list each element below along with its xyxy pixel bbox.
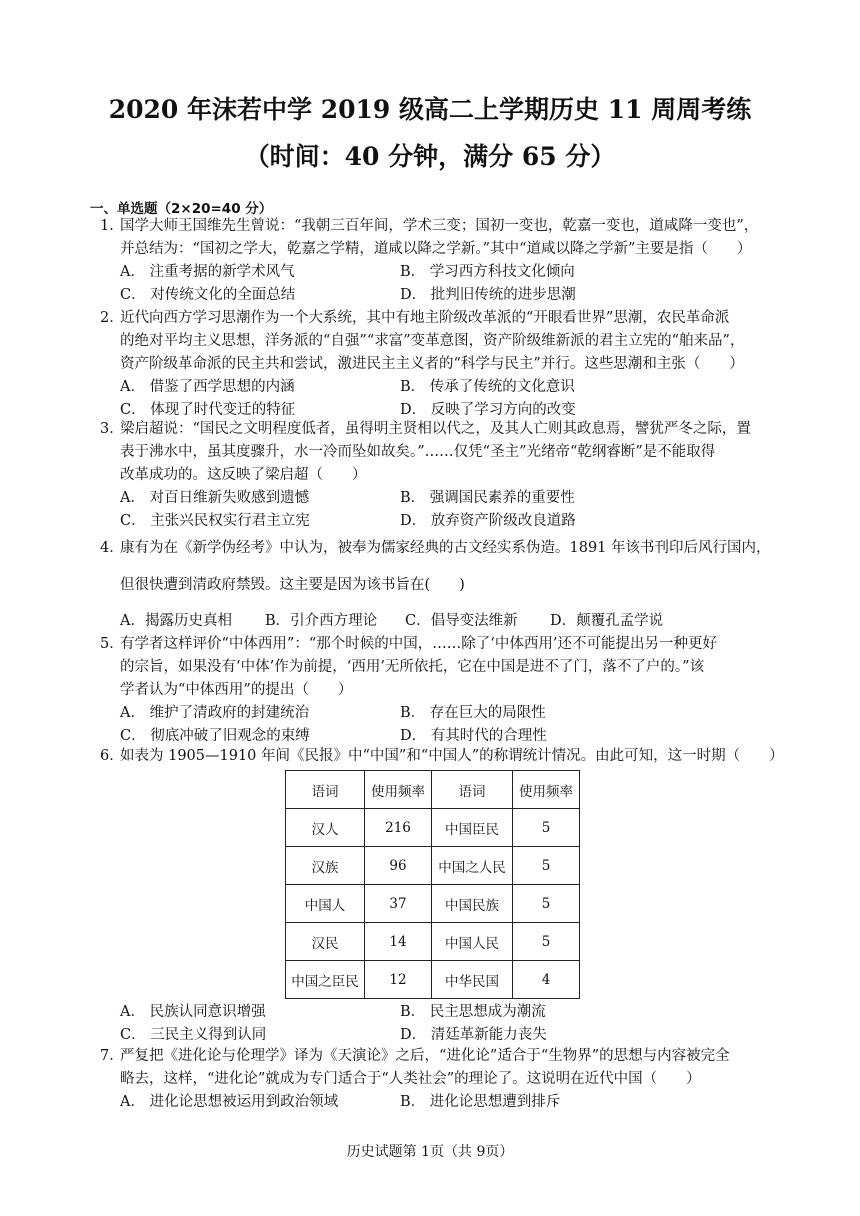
page-subtitle: （时间：40 分钟，满分 65 分） [244, 142, 616, 171]
question-7 [100, 1045, 790, 1114]
table-cell: 中国人 [286, 885, 365, 923]
table-cell: 中国臣民 [432, 809, 513, 847]
table-cell: 汉族 [286, 847, 365, 885]
question-text: 7．严复把《进化论与伦理学》译为《天演论》之后，“进化论”适合于“生物界”的思想与内容被完全 [100, 1045, 790, 1068]
table-row [286, 809, 580, 847]
option-c: C． 体现了时代变迁的特征 [120, 402, 296, 418]
table-cell: 中华民国 [432, 961, 513, 999]
table-cell: 12 [365, 961, 432, 999]
option-b: B． 强调国民素养的重要性 [400, 490, 575, 506]
page-footer: 历史试题第 1页（共 9页） [346, 1144, 514, 1160]
question-text: 6．如表为 1905—1910 年间《民报》中“中国”和“中国人”的称谓统计情况。由此可知，这一时期（ ） [100, 745, 790, 768]
table-header-cell: 使用频率 [513, 771, 580, 809]
question-text: 的宗旨，如果没有‘中体’作为前提，‘西用’无所依托，它在中国是进不了门，落不了户的。”该 [120, 659, 705, 675]
option-b: B． 民主思想成为潮流 [400, 1004, 546, 1020]
question-number: 5． [100, 636, 124, 652]
question-number: 2． [100, 310, 124, 326]
option-d: D． 放弃资产阶级改良道路 [400, 513, 576, 529]
table-cell: 216 [365, 809, 432, 847]
option-row [100, 376, 790, 399]
option-row [100, 702, 790, 725]
option-c: C． 彻底冲破了旧观念的束缚 [120, 728, 310, 744]
option-d: D． 清廷革新能力丧失 [400, 1027, 547, 1043]
option-row [100, 1091, 790, 1114]
table-cell: 中国人民 [432, 923, 513, 961]
question-number: 7． [100, 1048, 124, 1064]
question-number: 1． [100, 218, 124, 234]
question-text: 学者认为“中体西用”的提出（ ） [120, 682, 353, 698]
question-1 [100, 215, 790, 307]
question-text: 资产阶级革命派的民主共和尝试，激进民主主义者的“科学与民主”并行。这些思潮和主张（ ） [120, 356, 744, 372]
option-row [100, 510, 790, 533]
option-row [100, 1001, 790, 1024]
table-cell: 96 [365, 847, 432, 885]
question-6-options [100, 1001, 790, 1047]
option-c: C．倡导变法维新 [405, 613, 518, 629]
table-cell: 5 [513, 809, 580, 847]
question-4 [100, 537, 790, 633]
table-cell: 中国民族 [432, 885, 513, 923]
option-b: B． 学习西方科技文化倾向 [400, 264, 575, 280]
table-cell: 37 [365, 885, 432, 923]
table-row [286, 923, 580, 961]
option-b: B． 进化论思想遭到排斥 [400, 1094, 561, 1110]
option-d: D． 有其时代的合理性 [400, 728, 547, 744]
question-number: 4． [100, 540, 124, 556]
question-text: 略去，这样，“进化论”就成为专门适合于“人类社会”的理论了。这说明在近代中国（ ） [120, 1071, 701, 1087]
table-header-cell: 语词 [432, 771, 513, 809]
option-b: B．引介西方理论 [265, 613, 378, 629]
question-text: 3．梁启超说：“国民之文明程度低者，虽得明主贤相以代之，及其人亡则其政息焉，譬犹严冬之际，置 [100, 418, 790, 441]
option-d: D． 批判旧传统的进步思潮 [400, 287, 576, 303]
option-a: A． 对百日维新失败感到遗憾 [120, 490, 310, 506]
option-b: B． 存在巨大的局限性 [400, 705, 546, 721]
option-row [100, 261, 790, 284]
question-text: 表于沸水中，虽其度骤升，水一冷而坠如故矣。”……仅凭“圣主”光绪帝“乾纲睿断”是不能取得 [120, 444, 716, 460]
question-text: 1．国学大师王国维先生曾说：“我朝三百年间，学术三变；国初一变也，乾嘉一变也，道咸降一变也”， [100, 215, 790, 238]
option-a: A． 借鉴了西学思想的内涵 [120, 379, 295, 395]
table-cell: 5 [513, 885, 580, 923]
option-row [100, 1024, 790, 1047]
section-heading: 一、单选题（2×20=40 分） [90, 201, 273, 217]
table-row [286, 961, 580, 999]
question-number: 3． [100, 421, 124, 437]
table-cell: 汉人 [286, 809, 365, 847]
table-cell: 汉民 [286, 923, 365, 961]
option-a: A． 进化论思想被运用到政治领域 [120, 1094, 339, 1110]
option-a: A．揭露历史真相 [120, 613, 232, 629]
question-text: 2．近代向西方学习思潮作为一个大系统，其中有地主阶级改革派的“开眼看世界”思潮，农民革命派 [100, 307, 790, 330]
question-text: 并总结为：“国初之学大，乾嘉之学精，道咸以降之学新。”其中“道咸以降之学新”主要是指（ ） [120, 241, 752, 257]
table-row [286, 847, 580, 885]
option-d: D．颠覆孔孟学说 [550, 613, 664, 629]
option-c: C． 三民主义得到认同 [120, 1027, 267, 1043]
table-cell: 5 [513, 923, 580, 961]
option-a: A． 民族认同意识增强 [120, 1004, 266, 1020]
statistics-table [285, 770, 580, 999]
table-cell: 中国之臣民 [286, 961, 365, 999]
option-c: C． 对传统文化的全面总结 [120, 287, 296, 303]
table-header-cell: 使用频率 [365, 771, 432, 809]
option-row [100, 610, 790, 633]
table-cell: 5 [513, 847, 580, 885]
question-6 [100, 745, 790, 768]
question-5 [100, 633, 790, 748]
table-header-cell: 语词 [286, 771, 365, 809]
question-text: 但很快遭到清政府禁毁。这主要是因为该书旨在( ) [120, 577, 465, 593]
question-text: 的绝对平均主义思想，洋务派的“自强”“求富”变革意图，资产阶级维新派的君主立宪的“舶来品”， [120, 333, 745, 349]
question-text: 改革成功的。这反映了梁启超（ ） [120, 467, 367, 483]
question-number: 6． [100, 748, 124, 764]
option-b: B． 传承了传统的文化意识 [400, 379, 575, 395]
question-3 [100, 418, 790, 533]
table-cell: 4 [513, 961, 580, 999]
option-row [100, 284, 790, 307]
option-c: C． 主张兴民权实行君主立宪 [120, 513, 310, 529]
option-a: A． 注重考据的新学术风气 [120, 264, 295, 280]
page-title: 2020 年沫若中学 2019 级高二上学期历史 11 周周考练 [108, 95, 752, 124]
table-cell: 中国之人民 [432, 847, 513, 885]
option-row [100, 487, 790, 510]
table-row [286, 885, 580, 923]
question-2 [100, 307, 790, 422]
table-header-row [286, 771, 580, 809]
option-a: A． 维护了清政府的封建统治 [120, 705, 310, 721]
table-cell: 14 [365, 923, 432, 961]
question-text: 4．康有为在《新学伪经考》中认为，被奉为儒家经典的古文经实系伪造。1891 年该书刊印后风行国内， [100, 537, 790, 560]
option-d: D． 反映了学习方向的改变 [400, 402, 576, 418]
question-text: 5．有学者这样评价“中体西用”：“那个时候的中国，……除了‘中体西用’还不可能提出另一种更好 [100, 633, 790, 656]
